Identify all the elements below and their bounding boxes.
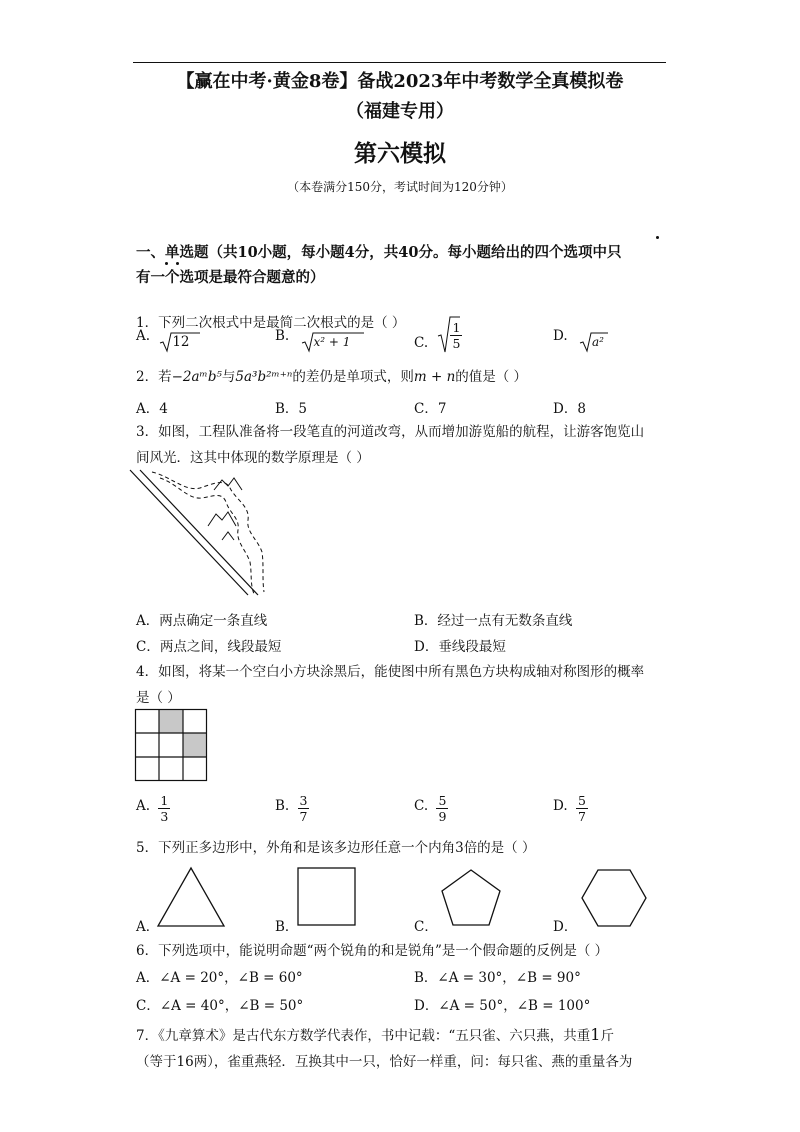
fraction: $\frac{3}{7}$ xyxy=(299,793,308,824)
question-2: 2．若−2aᵐb⁵与5a³b²ᵐ⁺ⁿ的差仍是单项式，则m + n的值是（ ） xyxy=(136,369,528,385)
curved-river-path xyxy=(152,472,264,592)
q5-option-d-label: D． xyxy=(553,919,578,935)
section-line-1: 一、单选题（共10小题，每小题4分，共40分。每小题给出的四个选项中只 xyxy=(136,244,622,261)
exam-info: （本卷满分150分，考试时间为120分钟） xyxy=(287,180,513,194)
q6-option-c: C．∠A = 40°，∠B = 50° xyxy=(136,998,304,1014)
q6-option-d: D．∠A = 50°，∠B = 100° xyxy=(414,998,591,1014)
q1-option-b: B. x² + 1 xyxy=(275,328,350,344)
q4-option-d: D. $\frac{5}{7}$ xyxy=(553,793,586,824)
exam-main-title: 第六模拟 xyxy=(354,140,446,167)
q2-option-a: A．4 xyxy=(136,401,168,417)
shaded-square xyxy=(183,733,207,757)
fraction: $\frac{1}{3}$ xyxy=(160,793,169,824)
q6-option-b: B．∠A = 30°，∠B = 90° xyxy=(414,970,581,986)
fraction: $\frac{5}{9}$ xyxy=(438,793,447,824)
emphasis-dot xyxy=(656,236,659,239)
sqrt-one-fifth xyxy=(438,320,462,351)
q1-option-a: A. 12 xyxy=(136,328,190,344)
question-3: 3．如图，工程队准备将一段笔直的河道改弯，从而增加游览船的航程，让游客饱览山 间风光．这其中体现的数学原理是（ ） xyxy=(136,424,645,466)
question-7: 7．《九章算术》是古代东方数学代表作，书中记载：“五只雀、六只燕，共重1斤 （等于16两），雀重燕轻．互换其中一只，恰好一样重，问：每只雀、燕的重量各为 xyxy=(136,1025,633,1070)
q1-option-c: C. $\frac{1}{5}$ xyxy=(414,320,462,351)
q6-option-a: A．∠A = 20°，∠B = 60° xyxy=(136,970,303,986)
radical-sign xyxy=(302,332,364,354)
q2-option-d: D．8 xyxy=(553,401,586,417)
radical-sign xyxy=(580,332,608,354)
header-rule xyxy=(133,62,666,63)
q5-option-b-label: B． xyxy=(275,919,299,935)
section-heading xyxy=(136,240,670,290)
river-bank-line xyxy=(140,470,258,595)
exam-subtitle-region: （福建专用） xyxy=(346,101,454,122)
triangle-shape xyxy=(157,866,227,928)
fraction: $\frac{1}{5}$ xyxy=(452,320,461,351)
pentagon-shape xyxy=(440,868,502,928)
fraction: $\frac{5}{7}$ xyxy=(577,793,586,824)
sqrt-12: 12 xyxy=(160,334,189,350)
q2-option-c: C．7 xyxy=(414,401,447,417)
radical-sign xyxy=(438,316,460,354)
q5-option-c-label: C． xyxy=(414,919,438,935)
square-shape xyxy=(297,867,357,927)
q3-option-b: B．经过一点有无数条直线 xyxy=(414,613,573,629)
grid-figure xyxy=(135,709,207,781)
mountain-icon xyxy=(222,532,234,540)
question-1: 1．下列二次根式中是最简二次根式的是（ ） xyxy=(136,315,406,331)
exam-title: 【赢在中考·黄金8卷】备战2023年中考数学全真模拟卷 xyxy=(176,71,624,92)
q2-option-b: B．5 xyxy=(275,401,308,417)
mountain-icon xyxy=(214,478,242,490)
q4-option-b: B. $\frac{3}{7}$ xyxy=(275,793,308,824)
mountain-icon xyxy=(208,512,236,526)
river-diagram xyxy=(130,470,280,600)
q4-option-c: C. $\frac{5}{9}$ xyxy=(414,793,447,824)
q3-option-d: D．垂线段最短 xyxy=(414,639,506,655)
emphasis-dot xyxy=(165,262,168,265)
sqrt-a2: a² xyxy=(580,334,604,350)
q1-option-d: D. a² xyxy=(553,328,604,344)
q3-option-a: A．两点确定一条直线 xyxy=(136,613,268,629)
shaded-square xyxy=(159,709,183,733)
sqrt-x2-plus-1: x² + 1 xyxy=(302,334,351,350)
section-line-2: 有一个选项是最符合题意的） xyxy=(136,269,325,286)
question-4: 4．如图，将某一个空白小方块涂黑后，能使图中所有黑色方块构成轴对称图形的概率 是（ ） xyxy=(136,664,645,706)
question-5: 5．下列正多边形中，外角和是该多边形任意一个内角3倍的是（ ） xyxy=(136,840,536,856)
question-6: 6．下列选项中，能说明命题“两个锐角的和是锐角”是一个假命题的反例是（ ） xyxy=(136,943,609,959)
q3-option-c: C．两点之间，线段最短 xyxy=(136,639,282,655)
q4-option-a: A. $\frac{1}{3}$ xyxy=(136,793,169,824)
emphasis-dot xyxy=(176,262,179,265)
hexagon-shape xyxy=(581,868,647,928)
radical-sign xyxy=(160,332,200,354)
q5-option-a-label: A． xyxy=(136,919,160,935)
